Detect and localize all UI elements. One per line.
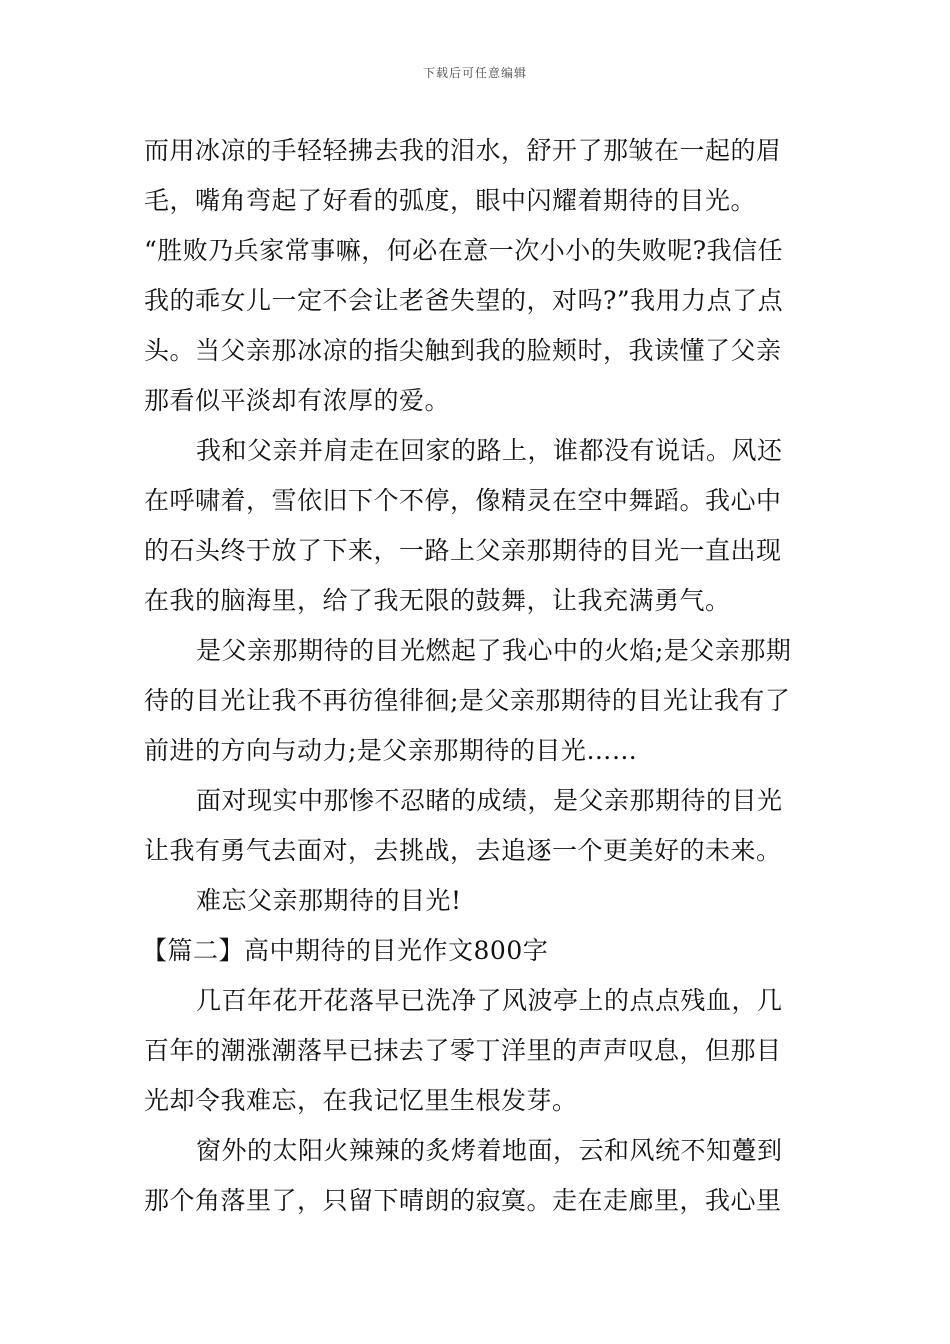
text-line: 光却令我难忘，在我记忆里生根发芽。 — [144, 1086, 578, 1115]
text-line: 百年的潮涨潮落早已抹去了零丁洋里的声声叹息，但那目 — [144, 1036, 782, 1065]
section-heading: 【篇二】高中期待的目光作文800字 — [142, 936, 549, 965]
text-line: 让我有勇气去面对，去挑战，去追逐一个更美好的未来。 — [144, 836, 782, 865]
text-line: 几百年花开花落早已洗净了风波亭上的点点残血，几 — [196, 986, 783, 1015]
text-line: 毛，嘴角弯起了好看的弧度，眼中闪耀着期待的目光。 — [144, 186, 757, 215]
text-line: 前进的方向与动力;是父亲那期待的目光…… — [144, 736, 638, 765]
text-line: 待的目光让我不再彷徨徘徊;是父亲那期待的目光让我有了 — [144, 686, 791, 715]
text-line: 那个角落里了，只留下晴朗的寂寞。走在走廊里，我心里 — [144, 1186, 782, 1215]
text-line: 面对现实中那惨不忍睹的成绩，是父亲那期待的目光 — [196, 786, 783, 815]
text-line: 窗外的太阳火辣辣的炙烤着地面，云和风统不知躉到 — [196, 1136, 783, 1165]
text-line: “胜败乃兵家常事嘛，何必在意一次小小的失败呢?我信任 — [144, 236, 784, 265]
document-body — [144, 126, 806, 1226]
text-line: 在呼啸着，雪依旧下个不停，像精灵在空中舞蹈。我心中 — [144, 486, 782, 515]
text-line: 而用冰凉的手轻轻拂去我的泪水，舒开了那皱在一起的眉 — [144, 136, 782, 165]
page-header: 下载后可任意编辑 — [422, 66, 527, 80]
text-line: 那看似平淡却有浓厚的爱。 — [144, 386, 451, 415]
text-line: 难忘父亲那期待的目光! — [196, 886, 462, 915]
text-line: 的石头终于放了下来，一路上父亲那期待的目光一直出现 — [144, 536, 782, 565]
text-line: 我的乖女儿一定不会让老爸失望的，对吗?”我用力点了点 — [144, 286, 784, 315]
text-line: 是父亲那期待的目光燃起了我心中的火焰;是父亲那期 — [196, 636, 792, 665]
text-line: 在我的脑海里，给了我无限的鼓舞，让我充满勇气。 — [144, 586, 731, 615]
text-line: 头。当父亲那冰凉的指尖触到我的脸颊时，我读懂了父亲 — [144, 336, 782, 365]
text-line: 我和父亲并肩走在回家的路上，谁都没有说话。风还 — [196, 436, 783, 465]
